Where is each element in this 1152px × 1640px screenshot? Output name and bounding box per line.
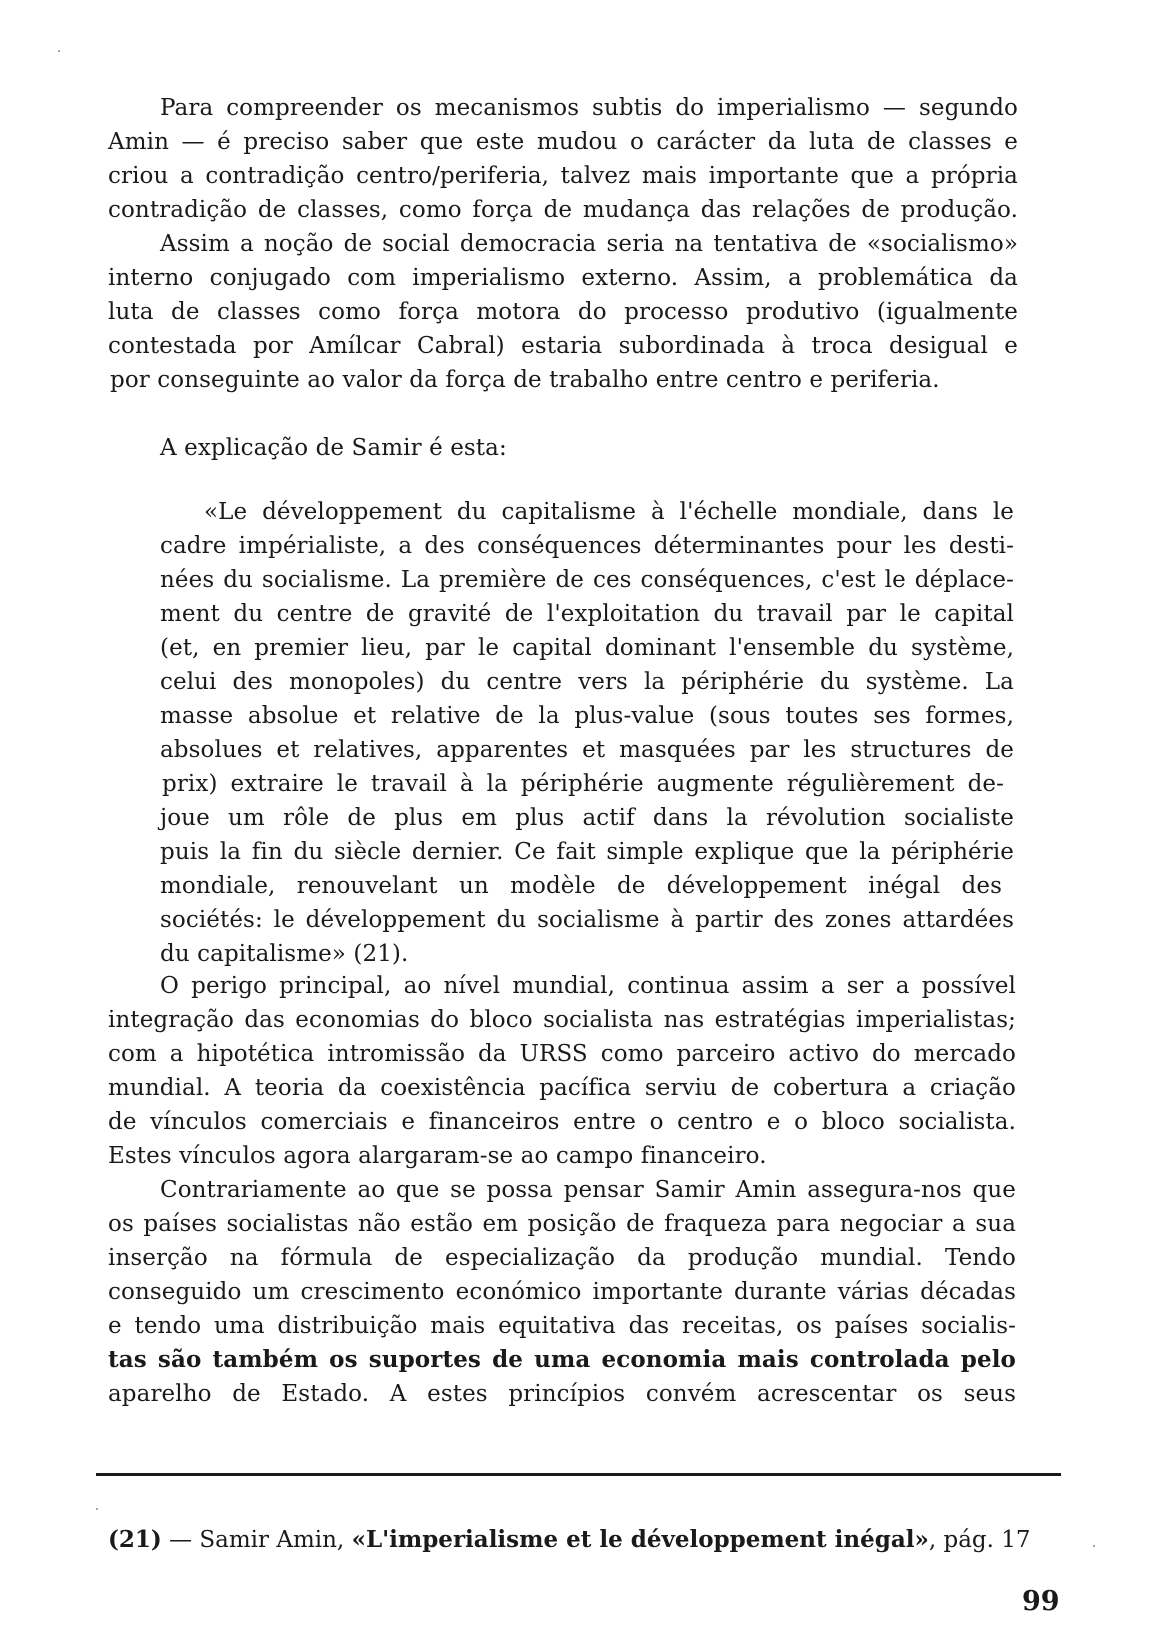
text-line: Para compreender os mecanismos subtis do imperialismo — segundo xyxy=(160,95,1018,121)
quote-line: (et, en premier lieu, par le capital dominant l'ensemble du système, xyxy=(160,635,1014,661)
text-line: Estes vínculos agora alargaram-se ao campo financeiro. xyxy=(108,1143,767,1169)
text-line: interno conjugado com imperialismo externo. Assim, a problemática da xyxy=(108,265,1018,291)
scan-speck xyxy=(58,50,60,52)
quote-line: sociétés: le développement du socialisme à partir des zones attardées xyxy=(160,907,1014,933)
footnote-marker: (21) xyxy=(108,1526,162,1553)
text-line: O perigo principal, ao nível mundial, continua assim a ser a possível xyxy=(160,973,1016,999)
quote-line: ment du centre de gravité de l'exploitation du travail par le capital xyxy=(160,601,1014,627)
text-line: Amin — é preciso saber que este mudou o carácter da luta de classes e xyxy=(108,129,1018,155)
quote-line: masse absolue et relative de la plus-value (sous toutes ses formes, xyxy=(160,703,1014,729)
footnote-page-ref: , pág. 17 xyxy=(928,1527,1031,1553)
quote-line: absolues et relatives, apparentes et masquées par les structures de xyxy=(160,737,1014,763)
text-line: por conseguinte ao valor da força de trabalho entre centro e periferia. xyxy=(110,367,940,393)
quote-line: du capitalisme» (21). xyxy=(160,941,409,967)
text-line: Assim a noção de social democracia seria na tentativa de «socialismo» xyxy=(160,231,1018,257)
text-line: criou a contradição centro/periferia, talvez mais importante que a própria xyxy=(108,163,1018,189)
text-line: luta de classes como força motora do processo produtivo (igualmente xyxy=(108,299,1018,325)
text-line: e tendo uma distribuição mais equitativa das receitas, os países socialis- xyxy=(108,1313,1016,1339)
quote-line: cadre impérialiste, a des conséquences déterminantes pour les desti- xyxy=(160,533,1014,559)
text-line: com a hipotética intromissão da URSS como parceiro activo do mercado xyxy=(108,1041,1016,1067)
quote-line: prix) extraire le travail à la périphérie augmente régulièrement de- xyxy=(162,771,1004,797)
footnote-title: «L'imperialisme et le développement inégal» xyxy=(351,1526,929,1553)
text-line: integração das economias do bloco socialista nas estratégias imperialistas; xyxy=(108,1007,1016,1033)
scan-speck xyxy=(1093,1545,1095,1547)
footnote xyxy=(108,1526,1058,1554)
quote-line: mondiale, renouvelant un modèle de développement inégal des xyxy=(160,873,1002,899)
footnote-dash: — xyxy=(161,1527,200,1553)
footnote-divider xyxy=(96,1473,1061,1476)
page-number: 99 xyxy=(1022,1586,1060,1617)
quote-line: «Le développement du capitalisme à l'échelle mondiale, dans le xyxy=(204,499,1014,525)
quote-line: puis la fin du siècle dernier. Ce fait simple explique que la périphérie xyxy=(160,839,1014,865)
text-line: inserção na fórmula de especialização da produção mundial. Tendo xyxy=(108,1245,1016,1271)
footnote-author: Samir Amin, xyxy=(199,1527,352,1553)
text-line: contestada por Amílcar Cabral) estaria subordinada à troca desigual e xyxy=(108,333,1018,359)
quote-line: celui des monopoles) du centre vers la périphérie du système. La xyxy=(160,669,1014,695)
quote-line: nées du socialisme. La première de ces conséquences, c'est le déplace- xyxy=(160,567,1014,593)
text-line: Contrariamente ao que se possa pensar Samir Amin assegura-nos que xyxy=(160,1177,1016,1203)
text-line: conseguido um crescimento económico importante durante várias décadas xyxy=(108,1279,1016,1305)
quote-line: joue um rôle de plus em plus actif dans la révolution socialiste xyxy=(160,805,1014,831)
text-line: aparelho de Estado. A estes princípios convém acrescentar os seus xyxy=(108,1381,1016,1407)
text-line: contradição de classes, como força de mudança das relações de produção. xyxy=(108,197,1018,223)
text-line: tas são também os suportes de uma economia mais controlada pelo xyxy=(108,1346,1016,1373)
text-line: os países socialistas não estão em posição de fraqueza para negociar a sua xyxy=(108,1211,1016,1237)
scan-speck xyxy=(96,1508,98,1510)
text-line: A explicação de Samir é esta: xyxy=(160,435,507,461)
text-line: de vínculos comerciais e financeiros entre o centro e o bloco socialista. xyxy=(108,1109,1016,1135)
text-line: mundial. A teoria da coexistência pacífica serviu de cobertura a criação xyxy=(108,1075,1016,1101)
